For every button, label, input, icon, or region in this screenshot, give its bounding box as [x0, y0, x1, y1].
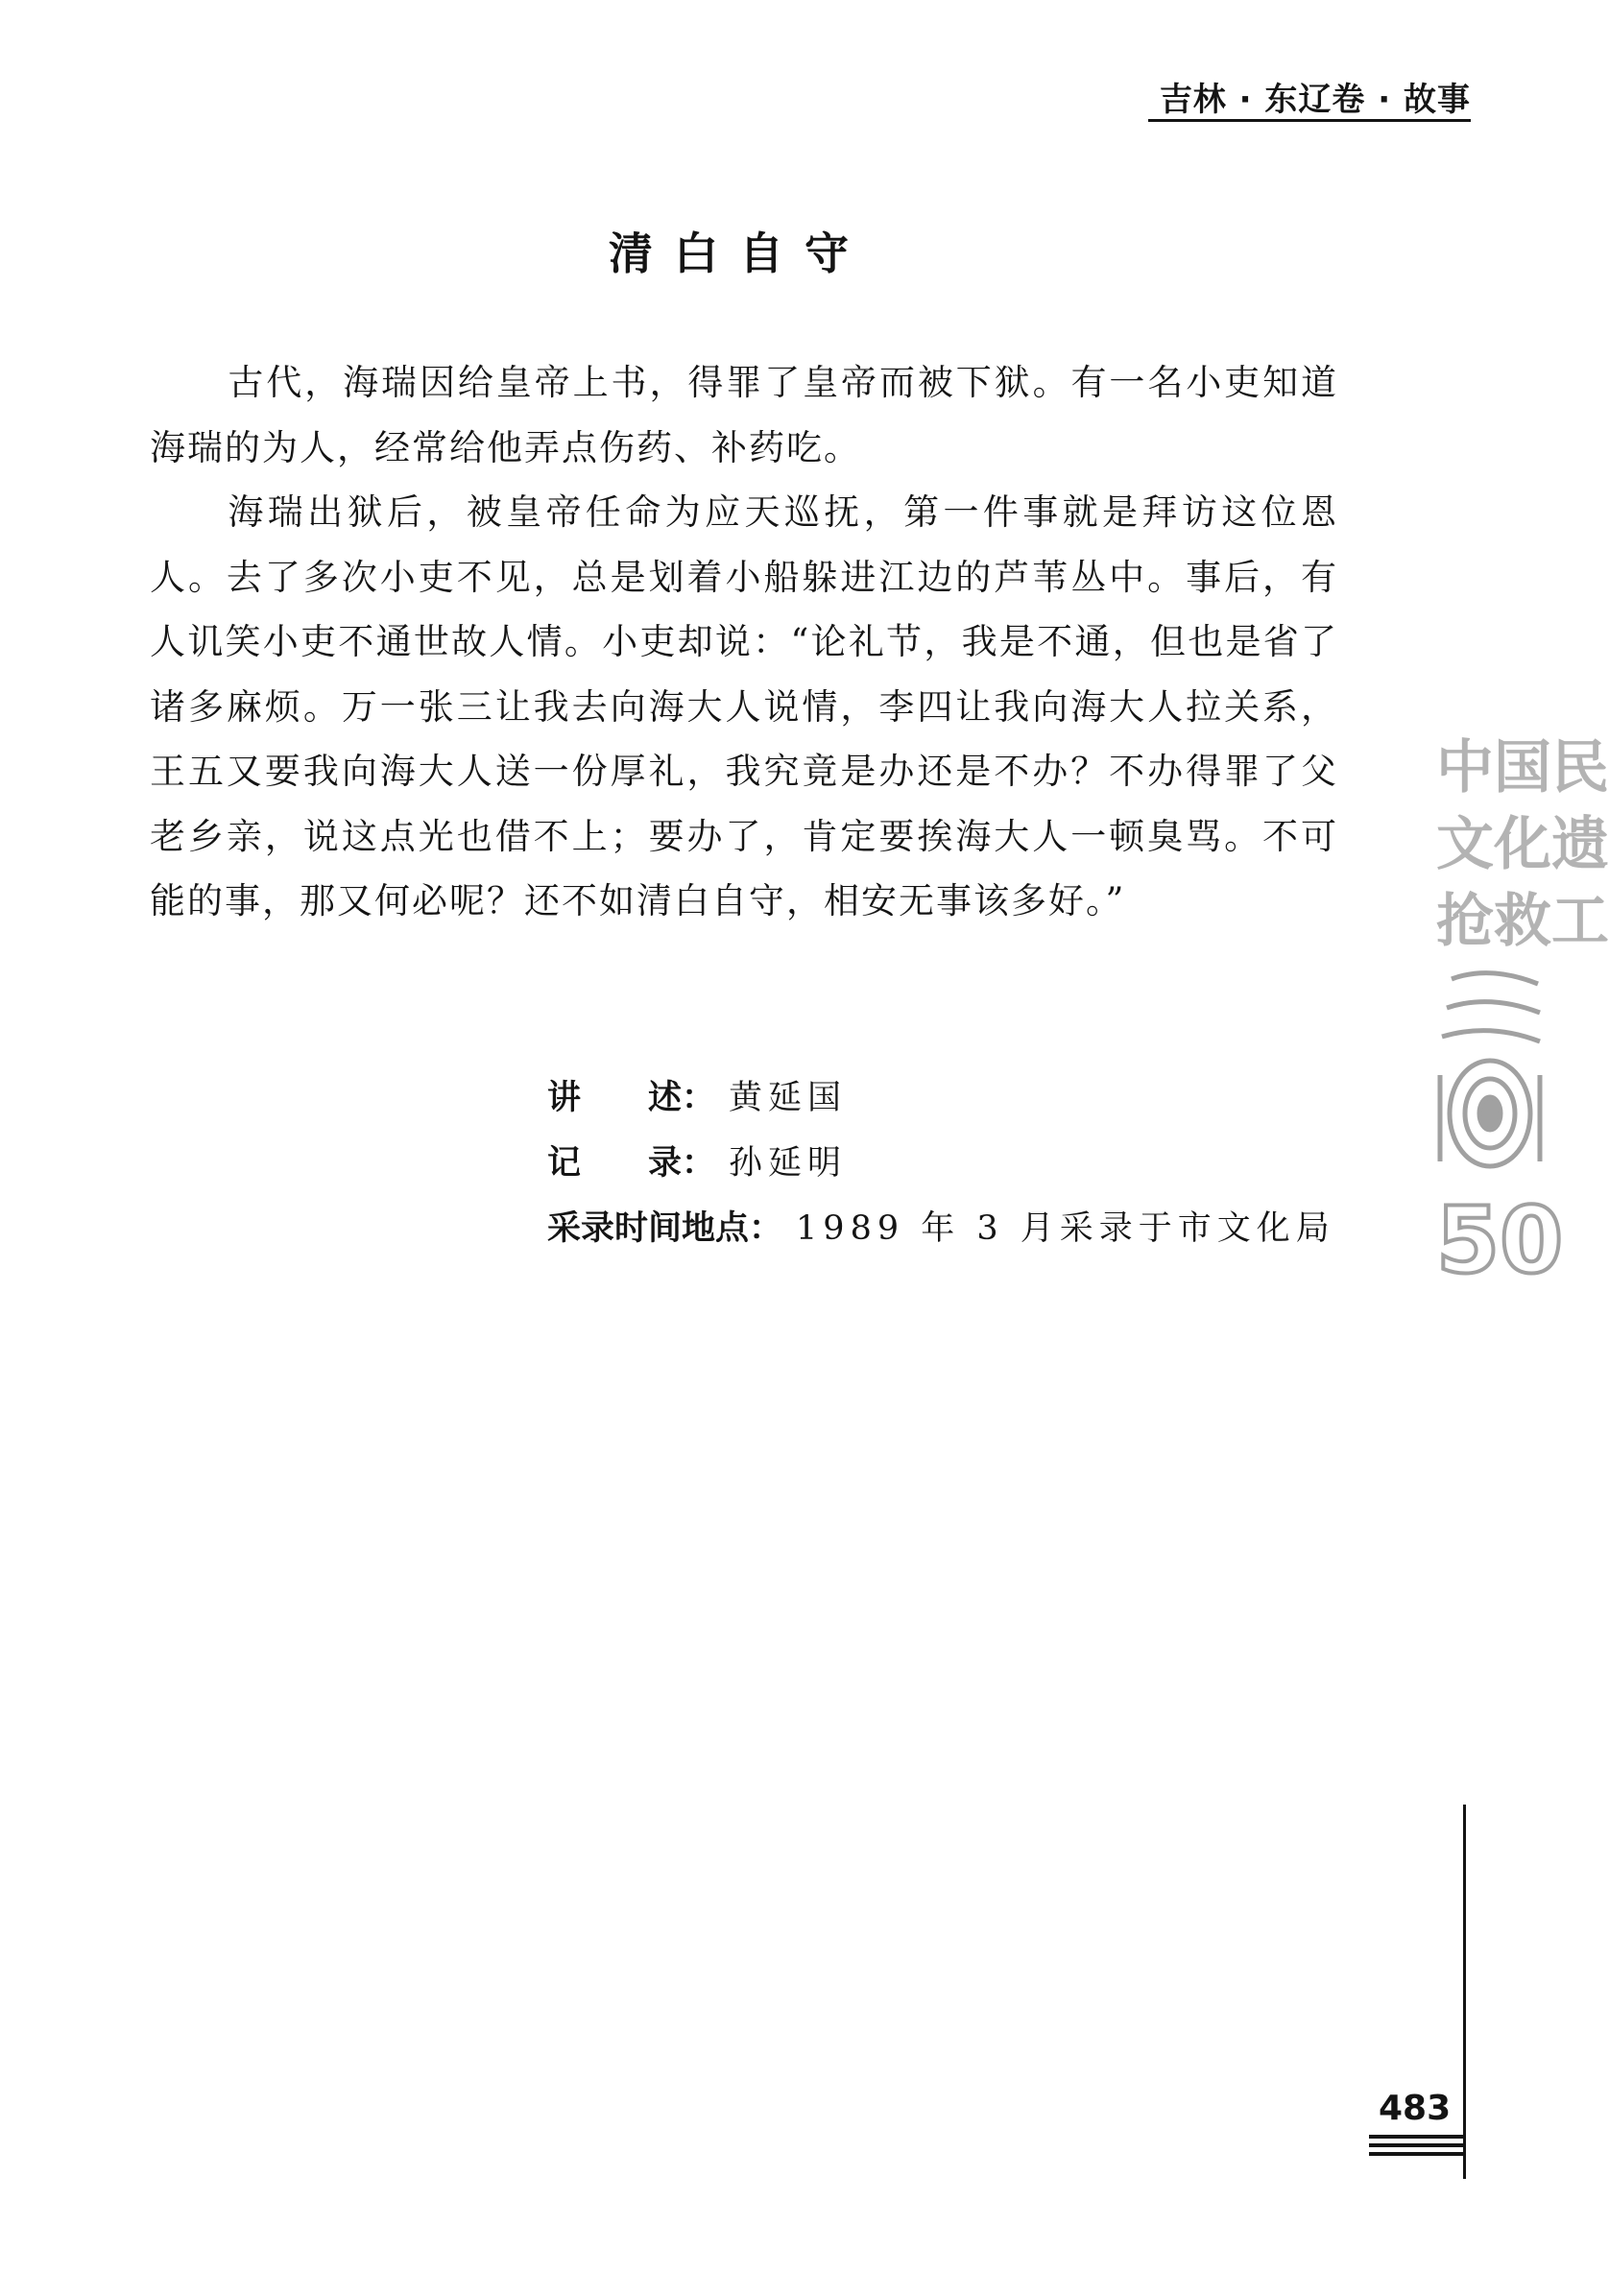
credits-block: [547, 1065, 1335, 1261]
story-title: 清白自守: [609, 227, 870, 279]
credit-value-recorder: 孙延明: [729, 1144, 848, 1183]
credit-label-recorder: 记 录: [547, 1144, 683, 1183]
colon: ：: [749, 1209, 783, 1248]
credit-label-narrator: 讲 述: [547, 1079, 683, 1117]
running-head: 吉林 · 东辽卷 · 故事: [1159, 81, 1471, 119]
credit-label-time-place: 采录时间地点: [547, 1209, 750, 1248]
story-body: [150, 350, 1338, 934]
credit-value-narrator: 黄延国: [729, 1079, 848, 1117]
paragraph-1: 古代，海瑞因给皇帝上书，得罪了皇帝而被下狱。有一名小吏知道海瑞的为人，经常给他弄点伤药、补药吃。: [150, 362, 1338, 468]
paragraph-2: 海瑞出狱后，被皇帝任命为应天巡抚，第一件事就是拜访这位恩人。去了多次小吏不见，总是划着小船躲进江边的芦苇丛中。事后，有人讥笑小吏不通世故人情。小吏却说：“论礼节，我是不通，但也是省了诸多麻烦。万一张三让我去向海大人说情，李四让我向海大人拉关系，王五又要我向海大人送一份厚礼，我究竟是办还是不办？不办得罪了父老乡亲，说这点光也借不上；要办了，肯定要挨海大人一顿臭骂。不可能的事，那又何必呢？还不如清白自守，相安无事该多好。”: [150, 491, 1338, 921]
header-rule: [1148, 119, 1471, 122]
right-margin-rule: [1463, 1805, 1466, 2179]
series-logo-line-1: 中国民: [1436, 734, 1609, 801]
page-number-rule-3: [1369, 2152, 1463, 2156]
series-logo-line-3: 抢救工: [1436, 888, 1609, 955]
page-number-rule-1: [1369, 2135, 1463, 2139]
series-logo-line-2: 文化遗: [1436, 811, 1609, 878]
series-logo-number: 50: [1436, 1188, 1564, 1294]
credit-time-place: [547, 1196, 1335, 1261]
page-number-rule-2: [1369, 2143, 1463, 2147]
page-number: 483: [1379, 2089, 1452, 2128]
series-logo: [1432, 729, 1609, 1294]
colon: ：: [682, 1144, 716, 1183]
series-logo-emblem: [1432, 969, 1564, 1294]
series-logo-text: [1436, 729, 1609, 960]
colon: ：: [682, 1079, 716, 1117]
credit-recorder: [547, 1131, 1335, 1196]
credit-value-time-place: 1989 年 3 月采录于市文化局: [796, 1209, 1335, 1248]
credit-narrator: [547, 1065, 1335, 1131]
